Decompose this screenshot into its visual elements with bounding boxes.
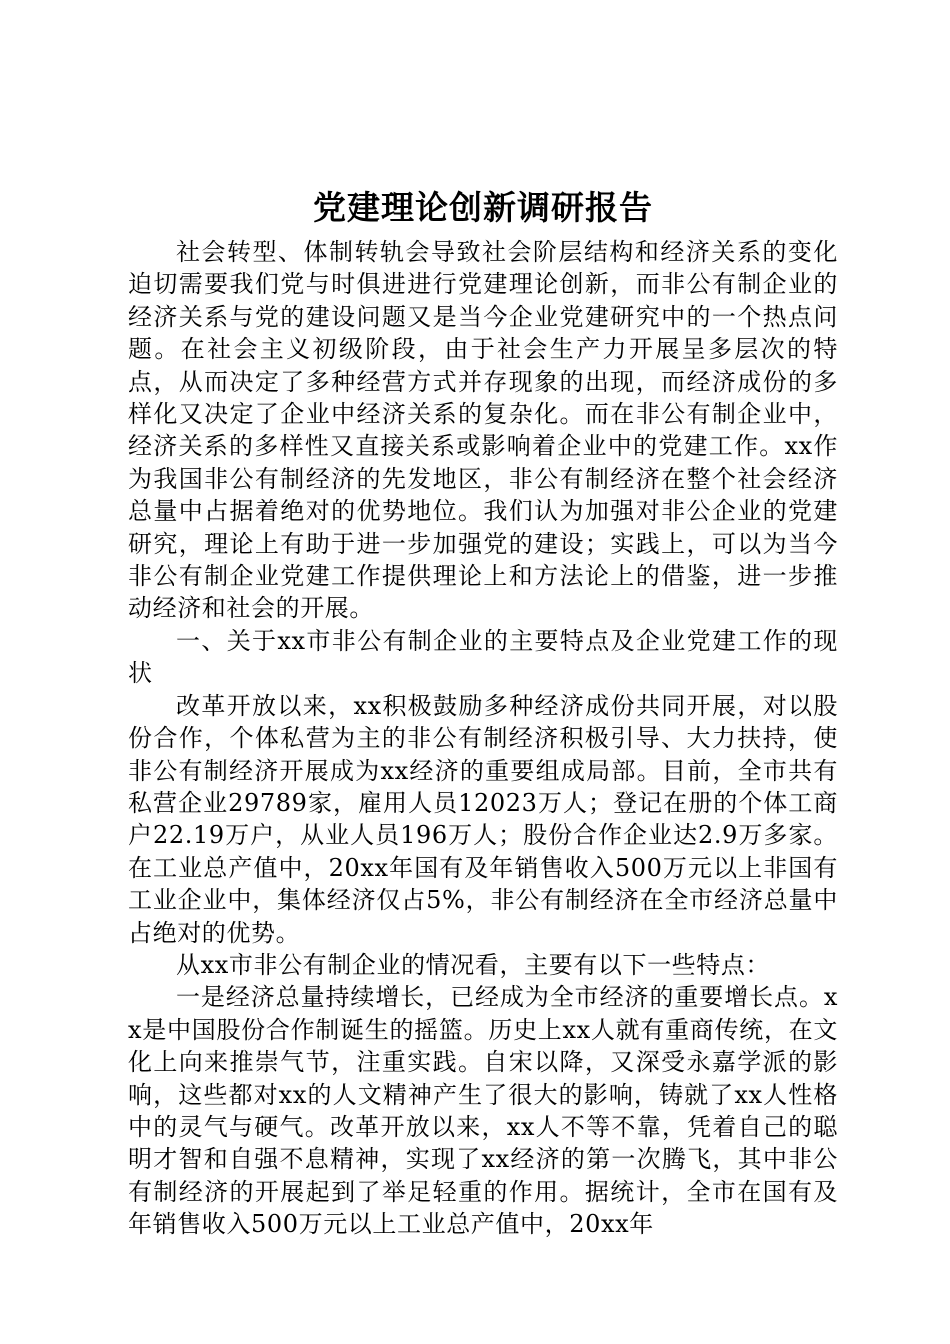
paragraph-reform: 改革开放以来，xx积极鼓励多种经济成份共同开展，对以股份合作，个体私营为主的非公有制经济积极引导、大力扶持，使非公有制经济开展成为xx经济的重要组成局部。目前，全市共有私营企业29789家，雇用人员12023万人；登记在册的个体工商户22.19万户，从业人员196万人；股份合作企业达2.9万多家。在工业总产值中，20xx年国有及年销售收入500万元以上非国有工业企业中，集体经济仅占5%，非公有制经济在全市经济总量中占绝对的优势。 — [128, 691, 838, 947]
paragraph-feature-1: 一是经济总量持续增长，已经成为全市经济的重要增长点。xx是中国股份合作制诞生的摇篮。历史上xx人就有重商传统，在文化上向来推崇气节，注重实践。自宋以降，又深受永嘉学派的影响，这些都对xx的人文精神产生了很大的影响，铸就了xx人性格中的灵气与硬气。改革开放以来，xx人不等不靠，凭着自己的聪明才智和自强不息精神，实现了xx经济的第一次腾飞，其中非公有制经济的开展起到了举足轻重的作用。据统计，全市在国有及年销售收入500万元以上工业总产值中，20xx年 — [128, 983, 838, 1239]
section-heading-1: 一、关于xx市非公有制企业的主要特点及企业党建工作的现状 — [128, 626, 838, 688]
paragraph-intro: 社会转型、体制转轨会导致社会阶层结构和经济关系的变化迫切需要我们党与时俱进进行党建理论创新，而非公有制企业的经济关系与党的建设问题又是当今企业党建研究中的一个热点问题。在社会主义初级阶段，由于社会生产力开展呈多层次的特点，从而决定了多种经营方式并存现象的出现，而经济成份的多样化又决定了企业中经济关系的复杂化。而在非公有制企业中，经济关系的多样性又直接关系或影响着企业中的党建工作。xx作为我国非公有制经济的先发地区，非公有制经济在整个社会经济总量中占据着绝对的优势地位。我们认为加强对非公企业的党建研究，理论上有助于进一步加强党的建设；实践上，可以为当今非公有制企业党建工作提供理论上和方法论上的借鉴，进一步推动经济和社会的开展。 — [128, 238, 838, 623]
paragraph-features-intro: 从xx市非公有制企业的情况看，主要有以下一些特点： — [176, 950, 771, 979]
document-title: 党建理论创新调研报告 — [313, 188, 653, 227]
document-page — [128, 186, 838, 1241]
